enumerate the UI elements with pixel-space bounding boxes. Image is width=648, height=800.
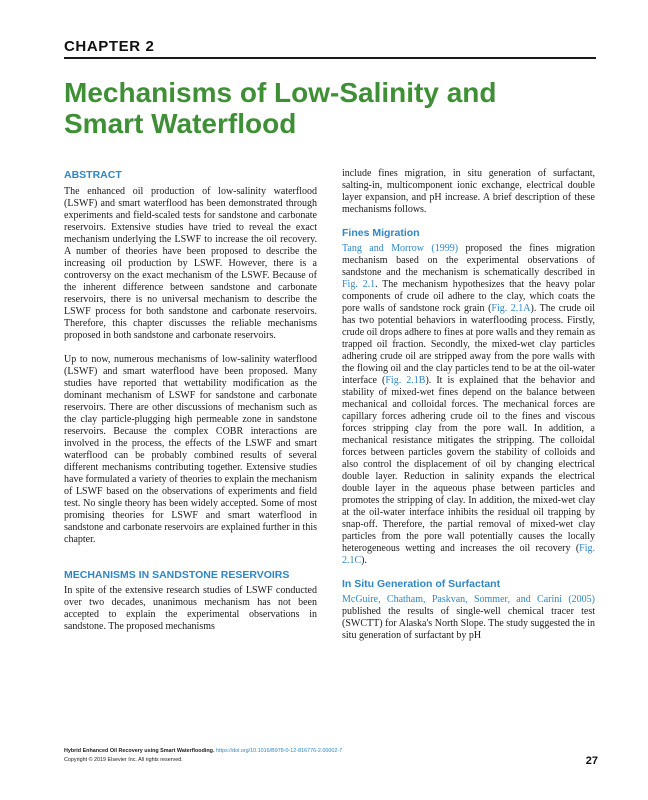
copyright: Copyright © 2019 Elsevier Inc. All rights reserved. [64, 757, 183, 763]
footer-citation [64, 747, 342, 756]
fines-text-3: ). The crude oil has two potential behaviors in waterflooding process. Firstly, crude oil drops adhere to fines at pore walls and they remain as trapped oil fraction. Secondly, the mixed-wet clay particles adhering crude oil are stripped away from the pore walls with the flowing oil and the clay particles tend to be at the oil-water interface ( [342, 303, 596, 386]
book-title: Hybrid Enhanced Oil Recovery using Smart Waterflooding. [64, 748, 215, 754]
intro-paragraph: Up to now, numerous mechanisms of low-salinity waterflood (LSWF) and smart waterflood have been proposed. Many studies have reported that wettability modification as the dominant mechanism of LSWF for sandstone and carbonate reservoirs. There are other discussions of mechanism such as the clay particle-plugging high permeable zone in sandstone reservoirs. Because the complex COBR interactions are involved in the process, the effects of the LSWF and smart waterflood can be probably combined results of several different mechanisms contributing together. Extensive studies have formulated a variety of theories to explain the mechanism of LSWF based on the observations of experiments and field test. No single theory has been widely accepted. Some of most promising theories for LSWF and smart waterflood in sandstone and carbonate reservoirs are explained further in this chapter. [64, 354, 317, 545]
chapter-title-line-1: Mechanisms of Low-Salinity and [64, 77, 497, 108]
right-column [342, 168, 595, 642]
fines-text-1: proposed the fines migration mechanism based on the experimental observations of sandstone and the mechanism is schematically described in [342, 243, 595, 278]
fines-migration-heading: Fines Migration [342, 227, 420, 239]
fig-2-1b-link[interactable]: Fig. 2.1B [385, 375, 426, 386]
surfactant-paragraph [342, 594, 595, 642]
surfactant-heading: In Situ Generation of Surfactant [342, 578, 501, 590]
sandstone-paragraph: In spite of the extensive research studies of LSWF conducted over two decades, unanimous mechanism has not been accepted to explain the experimental observations in sandstone. The proposed mechanisms [64, 585, 317, 632]
chapter-label: CHAPTER 2 [64, 38, 155, 55]
fines-text-2: . The mechanism hypothesizes that the heavy polar components of crude oil adhere to the clay, which coats the pore walls of sandstone rock grain ( [342, 279, 596, 314]
fig-2-1c-link[interactable]: Fig. 2.1C [342, 543, 595, 566]
ref-tang-morrow-link[interactable]: Tang and Morrow (1999) [342, 243, 459, 254]
sandstone-paragraph-continued: include fines migration, in situ generation of surfactant, salting-in, multicomponent ionic exchange, electrical double layer expansion, and pH increase. A brief description of these mechanisms follows. [342, 168, 595, 215]
fig-2-1-link[interactable]: Fig. 2.1 [342, 279, 376, 290]
abstract-heading: ABSTRACT [64, 169, 122, 181]
chapter-rule [64, 57, 596, 59]
fig-2-1a-link[interactable]: Fig. 2.1A [491, 303, 531, 314]
doi-link[interactable]: https://doi.org/10.1016/B978-0-12-816776-2.00002-7 [215, 748, 343, 754]
sandstone-heading: MECHANISMS IN SANDSTONE RESERVOIRS [64, 569, 290, 581]
fines-migration-paragraph [342, 243, 595, 567]
chapter-title-line-2: Smart Waterflood [64, 108, 297, 139]
abstract-paragraph: The enhanced oil production of low-salinity waterflood (LSWF) and smart waterflood has been demonstrated through experiments and field-scaled tests for sandstone and carbonate reservoirs. Extensive studies have tried to reveal the exact mechanism underlying the LSWF to increase the oil recovery. A number of theories have been proposed to describe the increasing oil production by LSWF. However, there is a controversy on the exact mechanism of the LSWF. Because of the inherent difference between sandstone and carbonate reservoirs, there is no universal mechanism to describe the LSWF process for both sandstone and carbonate reservoirs. Therefore, this chapter discusses the reliable mechanisms proposed in both sandstone and carbonate reservoirs. [64, 186, 317, 341]
page-number: 27 [585, 755, 598, 767]
ref-mcguire-link[interactable]: McGuire, Chatham, Paskvan, Sommer, and Carini (2005) [342, 594, 595, 605]
footer [64, 747, 342, 765]
left-column [64, 168, 317, 633]
chapter-title [64, 77, 604, 139]
fines-text-5: ). [361, 555, 368, 566]
surfactant-text-1: published the results of single-well chemical tracer test (SWCTT) for Alaska's North Slope. The study suggested the in situ generation of surfactant by pH [342, 606, 595, 641]
fines-text-4: ). It is explained that the behavior and stability of mixed-wet fines depend on the balance between mechanical and colloidal forces. The mechanical forces are capillary forces adhering crude oil to the fines and viscous forces stripping clay from the pore wall. In addition, a mechanical resistance mitigates the stripping. The colloidal forces between particles govern the stability of colloids and also control the displacement of oil by changing electrical double layer. Reduction in salinity expands the electrical double layer in the aqueous phase between particles and promotes the stripping of clay. In addition, the mixed-wet clay at the oil-water interface inhibits the residual oil trapping by snap-off. Therefore, the partial removal of mixed-wet clay particles from the pore wall potentially causes the locally heterogeneous wetting and increases the oil recovery ( [342, 375, 595, 554]
